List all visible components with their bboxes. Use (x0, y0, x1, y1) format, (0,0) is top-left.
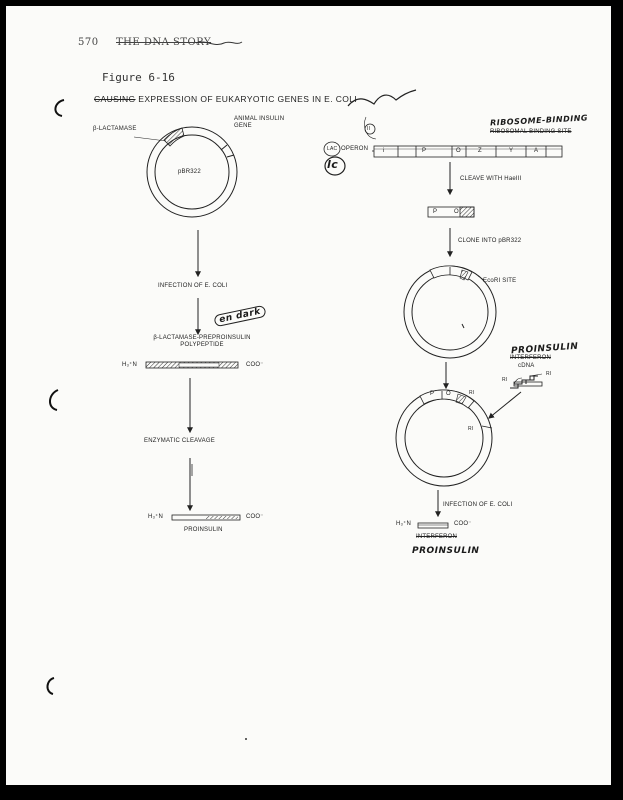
n-terminus-label-right: H₃⁺N (396, 521, 412, 527)
c-terminus-label: COO⁻ (246, 362, 264, 368)
margin-mark-2 (50, 390, 58, 410)
title-text: EXPRESSION OF EUKARYOTIC GENES IN E. COLI (138, 94, 358, 104)
handwritten-note: en dark (213, 305, 266, 328)
running-title: THE DNA STORY (116, 37, 212, 48)
plasmid2-label-p: P (430, 391, 435, 397)
cdna-insert (510, 374, 542, 388)
plasmid-label-left: pBR322 (178, 169, 201, 175)
operon-segment-a: A (534, 148, 539, 154)
recombinant-plasmid-2 (396, 390, 492, 486)
cleave-step: CLEAVE WITH HaeIII (460, 176, 522, 182)
circled-ii-label: II (367, 126, 371, 132)
operon-segment-p: P (422, 148, 427, 154)
fusion-polypeptide-bar (146, 362, 238, 368)
struck-interferon-label: INTERFERON (510, 355, 551, 361)
n-terminus-label: H₃⁺N (122, 362, 138, 368)
header-scribble (196, 42, 242, 45)
handwritten-proinsulin-2: PROINSULIN (412, 546, 480, 556)
infection-step-left: INFECTION OF E. COLI (158, 283, 228, 289)
n-terminus-label-2: H₃⁺N (148, 514, 164, 520)
operon-segment-i: i (383, 148, 385, 154)
beta-lactamase-label: β-LACTAMASE (93, 126, 137, 132)
lac-operon-label: OPERON (341, 146, 369, 152)
figure-label: Figure 6-16 (102, 71, 175, 84)
title-scribble (348, 90, 416, 106)
clone-step: CLONE INTO pBR322 (458, 238, 522, 244)
struck-interferon-label-2: INTERFERON (416, 534, 457, 540)
operon-segment-o: O (456, 148, 461, 154)
ri-left-label: RI (502, 377, 508, 383)
stray-mark (245, 738, 247, 740)
ri-on-plasmid-label: RI (469, 390, 475, 396)
circled-lac-label: LAC (327, 146, 338, 152)
proinsulin-label-left: PROINSULIN (184, 527, 223, 533)
fragment-label-p: P (433, 209, 438, 215)
fragment-label-o: O (454, 209, 459, 215)
animal-insulin-gene-label: ANIMAL INSULIN GENE (234, 116, 285, 129)
plasmid2-label-o: O (446, 391, 451, 397)
operon-segment-y: Y (509, 148, 514, 154)
circled-lc-handwriting: lc (327, 158, 339, 171)
ecori-site-label: EcoRI SITE (483, 278, 517, 284)
ribosomal-binding-site-label: RIBOSOMAL BINDING SITE (490, 129, 572, 135)
infection-step-right: INFECTION OF E. COLI (443, 502, 513, 508)
struck-title-word: CAUSING (94, 94, 136, 104)
fusion-product-label: β-LACTAMASE-PREPROINSULIN POLYPEPTIDE (153, 335, 251, 348)
ri-right-label: RI (546, 371, 552, 377)
proinsulin-bar-left (172, 515, 240, 520)
operon-segment-z: Z (478, 148, 482, 154)
c-terminus-label-2: COO⁻ (246, 514, 264, 520)
margin-mark-3 (47, 678, 54, 694)
cdna-label: cDNA (518, 363, 535, 369)
proinsulin-bar-right (418, 523, 448, 528)
page-number: 570 (78, 37, 99, 48)
handwritten-ribosome-binding: RIBOSOME-BINDING (489, 113, 589, 128)
ri-inner-label: RI (468, 426, 474, 432)
c-terminus-label-right: COO⁻ (454, 521, 472, 527)
cleavage-step: ENZYMATIC CLEAVAGE (144, 438, 215, 444)
document-page (6, 6, 611, 785)
margin-mark-1 (55, 100, 64, 116)
handwritten-proinsulin: PROINSULIN (510, 341, 579, 357)
